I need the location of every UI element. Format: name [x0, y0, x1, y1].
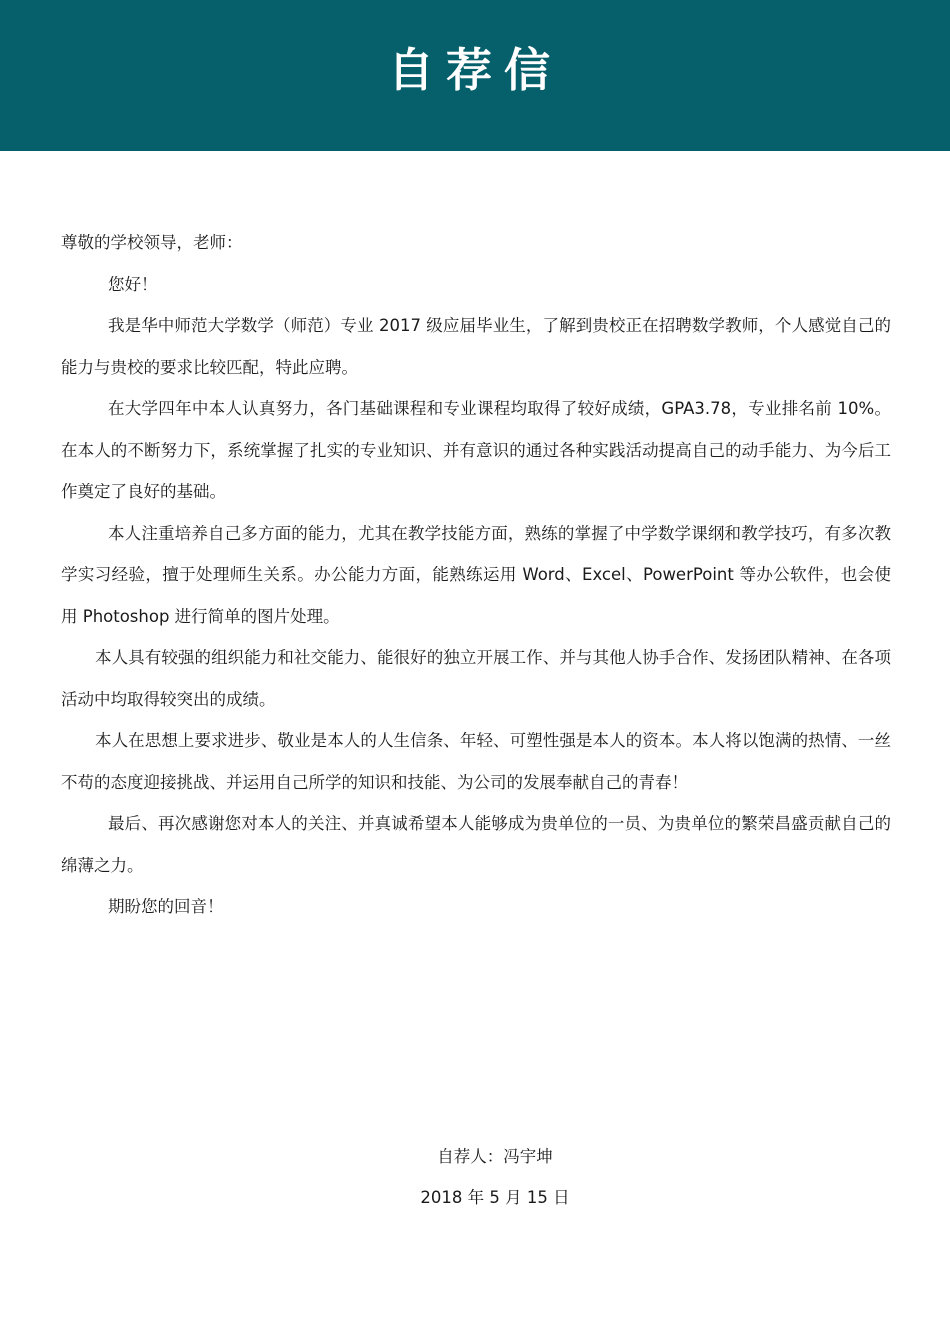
paragraph-teamwork: 本人具有较强的组织能力和社交能力、能很好的独立开展工作、并与其他人协手合作、发扬团队精神、在各项活动中均取得较突出的成绩。 [61, 648, 891, 709]
signature-name: 自荐人：冯宇坤 [437, 1147, 553, 1166]
paragraph-thanks: 最后、再次感谢您对本人的关注、并真诚希望本人能够成为贵单位的一员、为贵单位的繁荣昌盛贡献自己的绵薄之力。 [61, 814, 891, 875]
header-banner [0, 0, 950, 151]
letter-body [61, 222, 891, 928]
paragraph-application: 我是华中师范大学数学（师范）专业 2017 级应届毕业生，了解到贵校正在招聘数学教师，个人感觉自己的能力与贵校的要求比较匹配，特此应聘。 [61, 316, 891, 377]
paragraph-skills: 本人注重培养自己多方面的能力，尤其在教学技能方面，熟练的掌握了中学数学课纲和教学技巧，有多次教学实习经验，擅于处理师生关系。办公能力方面，能熟练运用 Word、Excel、PowerPoint 等办公软件，也会使用 Photoshop 进行简单的图片处理。 [61, 523, 891, 626]
greeting: 您好！ [108, 274, 158, 294]
page-title: 自荐信 [388, 43, 562, 97]
salutation: 尊敬的学校领导，老师： [61, 233, 243, 252]
paragraph-academics: 在大学四年中本人认真努力，各门基础课程和专业课程均取得了较好成绩，GPA3.78，专业排名前 10%。在本人的不断努力下，系统掌握了扎实的专业知识、并有意识的通过各种实践活动提高自己的动手能力、为今后工作奠定了良好的基础。 [61, 399, 891, 501]
closing-line: 期盼您的回音！ [108, 897, 224, 916]
paragraph-attitude: 本人在思想上要求进步、敬业是本人的人生信条、年轻、可塑性强是本人的资本。本人将以饱满的热情、一丝不苟的态度迎接挑战、并运用自己所学的知识和技能、为公司的发展奉献自己的青春！ [61, 731, 891, 792]
signature-date: 2018 年 5 月 15 日 [420, 1188, 570, 1207]
